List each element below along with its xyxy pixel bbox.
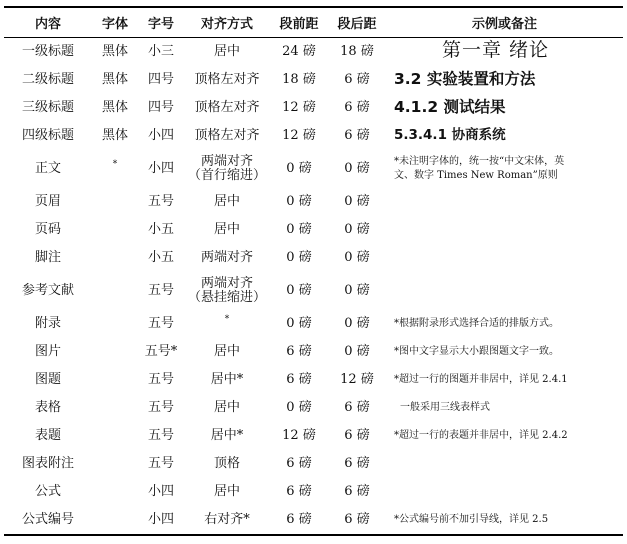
- table-row: [4, 338, 623, 366]
- cell-font: [92, 244, 138, 272]
- cell-align: 居中: [213, 44, 240, 59]
- cell-after: 0 磅: [344, 161, 370, 176]
- cell-before: 12 磅: [282, 100, 316, 115]
- cell-content: 三级标题: [21, 100, 74, 115]
- cell-size: 五号: [147, 194, 174, 209]
- cell-align: 居中: [213, 400, 240, 415]
- cell-after: 6 磅: [328, 506, 386, 535]
- cell-size: 小五: [147, 222, 174, 237]
- cell-before: 6 磅: [286, 372, 312, 387]
- table-row: [4, 422, 623, 450]
- cell-after: 6 磅: [344, 456, 370, 471]
- cell-align: 居中: [213, 222, 240, 237]
- cell-after: 6 磅: [344, 72, 370, 87]
- cell-before: 0 磅: [286, 161, 312, 176]
- cell-align: 顶格左对齐: [194, 100, 260, 115]
- table-row: [4, 394, 623, 422]
- cell-size: 五号: [147, 283, 174, 298]
- cell-before: 18 磅: [282, 72, 316, 87]
- align-line-1: 两端对齐: [200, 276, 253, 291]
- cell-before: 0 磅: [286, 283, 312, 298]
- table-row: [4, 244, 623, 272]
- header-font: 字体: [92, 7, 138, 38]
- cell-content: 图片: [34, 344, 61, 359]
- cell-example: [386, 94, 623, 122]
- format-spec-table: [4, 6, 623, 536]
- cell-content: 四级标题: [21, 128, 74, 143]
- cell-font: [92, 188, 138, 216]
- cell-after: 0 磅: [344, 194, 370, 209]
- table-row: [4, 66, 623, 94]
- cell-content: 正文: [34, 161, 61, 176]
- cell-align: 顶格左对齐: [194, 72, 260, 87]
- cell-note: *公式编号前不加引导线，详见 2.5: [386, 506, 623, 535]
- example-heading-2: 3.2 实验装置和方法: [394, 69, 536, 88]
- cell-before: 6 磅: [286, 344, 312, 359]
- cell-note: [386, 244, 623, 272]
- cell-before: 6 磅: [286, 456, 312, 471]
- cell-align: [184, 150, 270, 188]
- cell-before: 24 磅: [282, 44, 316, 59]
- cell-font: 黑体: [101, 44, 128, 59]
- cell-font: [92, 478, 138, 506]
- cell-note: [386, 478, 623, 506]
- cell-font: [92, 422, 138, 450]
- cell-font: [92, 150, 138, 188]
- cell-note: [386, 216, 623, 244]
- cell-size: 五号*: [144, 344, 178, 359]
- cell-after: 6 磅: [344, 400, 370, 415]
- align-line-2: （悬挂缩进）: [187, 290, 266, 305]
- example-heading-1: 第一章 绪论: [442, 39, 550, 61]
- table-row: [4, 366, 623, 394]
- cell-note: 一般采用三线表样式: [400, 402, 490, 413]
- cell-before: 12 磅: [282, 128, 316, 143]
- cell-content: 二级标题: [21, 72, 74, 87]
- align-line-1: 两端对齐: [200, 154, 253, 169]
- table-row: [4, 188, 623, 216]
- cell-content: 页码: [34, 222, 61, 237]
- cell-note: *图中文字显示大小跟图题文字一致。: [394, 346, 559, 357]
- cell-example: [386, 38, 623, 67]
- cell-align: 居中*: [210, 428, 244, 443]
- cell-content: 页眉: [34, 194, 61, 209]
- cell-note: [386, 150, 623, 188]
- cell-after: 6 磅: [344, 100, 370, 115]
- cell-content: 表题: [34, 428, 61, 443]
- cell-align: 右对齐*: [184, 506, 270, 535]
- cell-align: [184, 310, 270, 338]
- cell-align: [184, 272, 270, 310]
- note-line-2: 文、数字 Times New Roman”原则: [394, 170, 558, 181]
- cell-after: 0 磅: [344, 283, 370, 298]
- cell-font: [92, 272, 138, 310]
- cell-content: 图表附注: [21, 456, 74, 471]
- cell-note: [386, 188, 623, 216]
- cell-before: 0 磅: [286, 222, 312, 237]
- cell-example: [386, 122, 623, 150]
- table-row: [4, 94, 623, 122]
- cell-before: 12 磅: [282, 428, 316, 443]
- cell-content: 一级标题: [21, 44, 74, 59]
- cell-after: 0 磅: [344, 316, 370, 331]
- asterisk-mark: *: [224, 314, 230, 325]
- cell-before: 0 磅: [286, 250, 312, 265]
- cell-font: 黑体: [101, 128, 128, 143]
- cell-after: 0 磅: [344, 250, 370, 265]
- cell-size: 小四: [138, 506, 184, 535]
- cell-align: 居中: [213, 344, 240, 359]
- cell-before: 0 磅: [286, 194, 312, 209]
- cell-after: 6 磅: [344, 428, 370, 443]
- header-size: 字号: [138, 7, 184, 38]
- cell-note: [386, 272, 623, 310]
- header-space-before: 段前距: [270, 7, 328, 38]
- asterisk-mark: *: [112, 159, 118, 170]
- table-row: [4, 122, 623, 150]
- cell-size: 五号: [147, 428, 174, 443]
- cell-before: 6 磅: [270, 506, 328, 535]
- cell-size: 小四: [147, 128, 174, 143]
- table-row: [4, 478, 623, 506]
- cell-size: 小四: [147, 484, 174, 499]
- cell-after: 6 磅: [344, 484, 370, 499]
- note-line-1: *未注明字体的，统一按“中文宋体，英: [394, 156, 565, 167]
- cell-after: 18 磅: [340, 44, 374, 59]
- cell-note: *超过一行的图题并非居中，详见 2.4.1: [394, 374, 568, 385]
- cell-content: 参考文献: [21, 283, 74, 298]
- header-example-note: 示例或备注: [386, 7, 623, 38]
- cell-size: 小三: [147, 44, 174, 59]
- table-row: [4, 310, 623, 338]
- cell-font: [92, 394, 138, 422]
- cell-font: [92, 506, 138, 535]
- example-heading-4: 5.3.4.1 协商系统: [394, 127, 506, 143]
- cell-size: 五号: [147, 456, 174, 471]
- table-row: [4, 150, 623, 188]
- cell-align: 居中: [213, 484, 240, 499]
- header-content: 内容: [4, 7, 92, 38]
- cell-content: 公式编号: [4, 506, 92, 535]
- cell-content: 公式: [34, 484, 61, 499]
- cell-before: 0 磅: [286, 316, 312, 331]
- cell-align: 两端对齐: [200, 250, 253, 265]
- table-row: [4, 38, 623, 67]
- cell-size: 五号: [147, 372, 174, 387]
- cell-align: 居中*: [210, 372, 244, 387]
- cell-note: [386, 450, 623, 478]
- cell-size: 五号: [147, 316, 174, 331]
- cell-after: 0 磅: [344, 344, 370, 359]
- table-row: [4, 216, 623, 244]
- example-heading-3: 4.1.2 测试结果: [394, 97, 506, 116]
- cell-note: *根据附录形式选择合适的排版方式。: [394, 318, 559, 329]
- cell-size: 四号: [147, 100, 174, 115]
- format-spec-sheet: [4, 6, 623, 536]
- cell-font: [92, 310, 138, 338]
- cell-content: 图题: [34, 372, 61, 387]
- header-align: 对齐方式: [184, 7, 270, 38]
- cell-content: 表格: [34, 400, 61, 415]
- table-row: [4, 450, 623, 478]
- cell-align: 顶格: [213, 456, 240, 471]
- cell-font: 黑体: [101, 100, 128, 115]
- table-row: [4, 506, 623, 535]
- cell-font: [92, 216, 138, 244]
- align-line-2: （首行缩进）: [187, 168, 266, 183]
- cell-after: 0 磅: [344, 222, 370, 237]
- cell-example: [386, 66, 623, 94]
- table-row: [4, 272, 623, 310]
- cell-after: 6 磅: [344, 128, 370, 143]
- cell-before: 0 磅: [286, 400, 312, 415]
- cell-font: [92, 338, 138, 366]
- cell-font: [92, 450, 138, 478]
- cell-content: 脚注: [34, 250, 61, 265]
- cell-note: *超过一行的表题并非居中，详见 2.4.2: [394, 430, 568, 441]
- cell-font: 黑体: [101, 72, 128, 87]
- cell-before: 6 磅: [286, 484, 312, 499]
- cell-content: 附录: [34, 316, 61, 331]
- cell-size: 五号: [147, 400, 174, 415]
- cell-size: 四号: [147, 72, 174, 87]
- cell-size: 小五: [147, 250, 174, 265]
- header-space-after: 段后距: [328, 7, 386, 38]
- cell-after: 12 磅: [340, 372, 374, 387]
- cell-font: [92, 366, 138, 394]
- cell-align: 居中: [213, 194, 240, 209]
- table-header-row: [4, 7, 623, 38]
- cell-align: 顶格左对齐: [194, 128, 260, 143]
- cell-size: 小四: [147, 161, 174, 176]
